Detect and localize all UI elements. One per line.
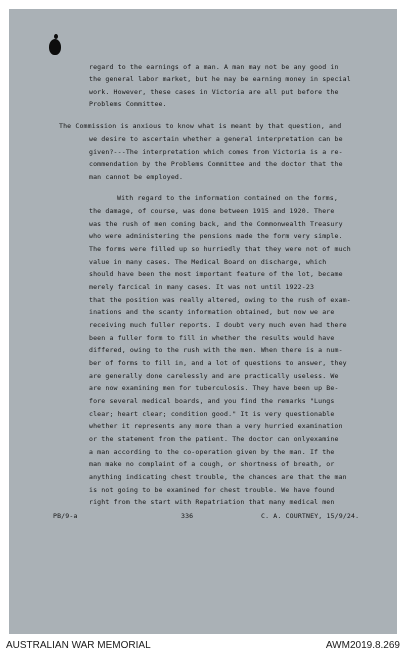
text-line: man cannot be employed. [89, 173, 184, 181]
text-line: that the position was really altered, owing to the rush of exam- [89, 296, 351, 304]
text-line: or the statement from the patient. The doctor can onlyexamine [89, 435, 339, 443]
text-line: the damage, of course, was done between 1915 and 1920. There [89, 207, 335, 215]
text-line: we desire to ascertain whether a general interpretation can be [89, 135, 343, 143]
text-line: given?---The interpretation which comes from Victoria is a re- [89, 148, 343, 156]
text-line: a man according to the co-operation given by the man. If the [89, 448, 335, 456]
text-line: fore several medical boards, and you find the remarks "Lungs [89, 397, 335, 405]
caption-institution: AUSTRALIAN WAR MEMORIAL [6, 640, 151, 651]
caption-bar [0, 639, 406, 653]
text-line: regard to the earnings of a man. A man may not be any good in [89, 63, 339, 71]
footer-reference: PB/9-a [53, 512, 78, 520]
text-line: The Commission is anxious to know what is meant by that question, and [59, 122, 342, 130]
text-line: Problems Committee. [89, 100, 167, 108]
text-line: are generally done carelessly and are practically useless. We [89, 372, 339, 380]
document-page [9, 9, 397, 634]
caption-accession-number: AWM2019.8.269 [325, 640, 400, 651]
text-line: The forms were filled up so hurriedly that they were not of much [89, 245, 351, 253]
text-line: merely farcical in many cases. It was not until 1922-23 [89, 283, 315, 291]
text-line: value in many cases. The Medical Board on discharge, which [89, 258, 327, 266]
text-line: commendation by the Problems Committee and the doctor that the [89, 160, 343, 168]
text-line: ber of forms to fill in, and a lot of questions to answer, they [89, 359, 347, 367]
text-line: man make no complaint of a cough, or shortness of breath, or [89, 460, 335, 468]
text-line: inations and the scanty information obtained, but now we are [89, 308, 335, 316]
text-line: are now examining men for tuberculosis. They have been up Be- [89, 384, 339, 392]
text-line: differed, owing to the rush with the men. When there is a num- [89, 346, 343, 354]
text-line: receiving much fuller reports. I doubt very much even had there [89, 321, 347, 329]
punch-hole [49, 39, 61, 55]
text-line: clear; heart clear; condition good." It is very questionable [89, 410, 335, 418]
text-line: been a fuller form to fill in whether the results would have [89, 334, 335, 342]
text-line: was the rush of men coming back, and the Commonwealth Treasury [89, 220, 343, 228]
text-line: the general labor market, but he may be earning money in special [89, 75, 351, 83]
text-line: should have been the most important feature of the lot, became [89, 270, 343, 278]
text-line: right from the start with Repatriation that many medical men [89, 498, 335, 506]
text-line: whether it represents any more than a very hurried examination [89, 422, 343, 430]
text-line: work. However, these cases in Victoria are all put before the [89, 88, 339, 96]
text-line: is not going to be examined for chest trouble. We have found [89, 486, 335, 494]
signature-line: C. A. COURTNEY, 15/9/24. [261, 512, 360, 520]
page-number: 336 [181, 512, 194, 520]
text-line: who were administering the pensions made the form very simple. [89, 232, 343, 240]
text-line: With regard to the information contained on the forms, [117, 194, 338, 202]
text-line: anything indicating chest trouble, the chances are that the man [89, 473, 347, 481]
